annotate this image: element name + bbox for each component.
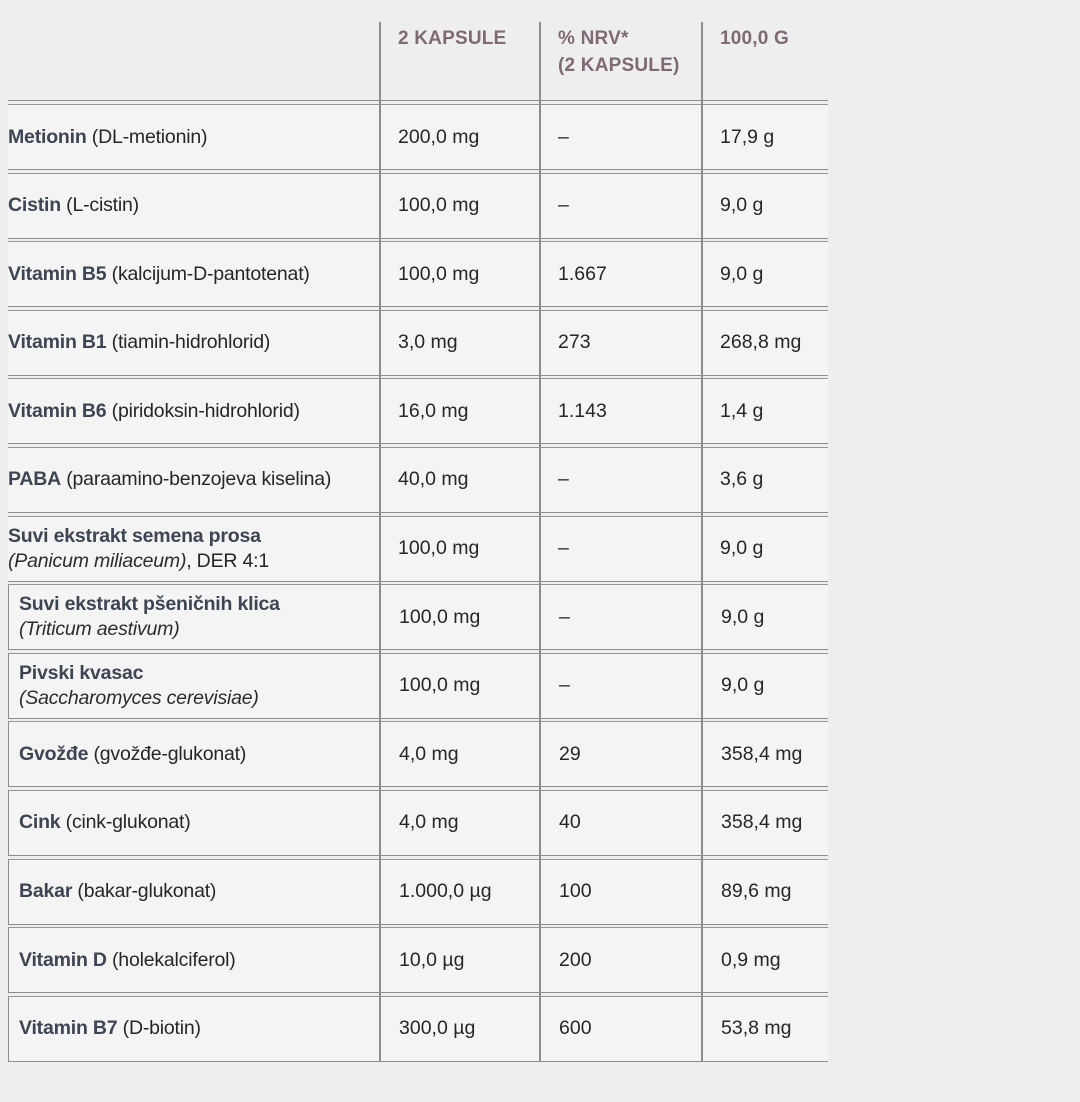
amount-cell: [381, 722, 541, 786]
per-100g-cell: [703, 722, 829, 786]
per-100g-cell: [703, 654, 829, 718]
ingredient-name-bold: Pivski kvasac: [19, 661, 144, 684]
ingredient-cell: [9, 722, 381, 786]
nrv-cell: [540, 242, 702, 306]
ingredient-name: [19, 1016, 375, 1041]
amount-cell: [381, 928, 541, 992]
ingredient-name-bold: Vitamin D: [19, 948, 107, 971]
ingredient-cell: [8, 105, 380, 169]
amount-cell: [380, 517, 540, 581]
nrv-cell: [541, 654, 703, 718]
per-100g-value: 9,0 g: [720, 194, 764, 217]
header-nrv-line2: (2 KAPSULE): [558, 55, 680, 76]
nrv-cell: [541, 860, 703, 924]
ingredient-name-bold: PABA: [8, 468, 62, 491]
nrv-cell: [540, 105, 702, 169]
per-100g-cell: [702, 517, 828, 581]
ingredient-name: [8, 262, 374, 287]
amount-cell: [380, 311, 540, 375]
ingredient-name-detail: (paraamino-benzojeva kiselina): [61, 468, 332, 491]
nrv-value: –: [558, 125, 569, 148]
amount-value: 100,0 mg: [398, 537, 480, 560]
amount-cell: [380, 379, 540, 443]
ingredient-name-bold: Cistin: [8, 194, 61, 217]
amount-cell: [381, 791, 541, 855]
amount-value: 100,0 mg: [399, 674, 481, 697]
ingredient-name-bold: Vitamin B7: [19, 1017, 118, 1040]
amount-value: 100,0 mg: [398, 194, 480, 217]
header-amount-label: 2 KAPSULE: [398, 28, 507, 49]
ingredient-name-detail: (holekalciferol): [106, 948, 236, 971]
per-100g-cell: [702, 311, 828, 375]
ingredient-name-detail: (D-biotin): [117, 1017, 201, 1040]
table-row: [8, 378, 828, 444]
amount-cell: [380, 174, 540, 238]
table-row: [8, 927, 828, 993]
ingredient-cell: [9, 585, 381, 649]
ingredient-name: [19, 592, 375, 617]
ingredient-latin-name: [8, 549, 374, 574]
supplement-facts-table: [8, 22, 828, 1062]
ingredient-cell: [8, 448, 380, 512]
per-100g-cell: [703, 585, 829, 649]
ingredient-name-detail: (piridoksin-hidrohlorid): [106, 399, 300, 422]
ingredient-name-bold: Vitamin B1: [8, 331, 107, 354]
ingredient-cell: [9, 860, 381, 924]
ingredient-cell: [9, 997, 381, 1061]
per-100g-cell: [702, 379, 828, 443]
amount-cell: [381, 997, 541, 1061]
nrv-value: –: [558, 468, 569, 491]
table-row: [8, 104, 828, 170]
ingredient-name: [19, 948, 375, 973]
amount-value: 16,0 mg: [398, 399, 469, 422]
ingredient-name: [19, 742, 375, 767]
nrv-value: 273: [558, 331, 591, 354]
table-row: [8, 790, 828, 856]
ingredient-name: [19, 661, 375, 686]
nrv-value: 600: [559, 1017, 592, 1040]
per-100g-value: 9,0 g: [721, 605, 765, 628]
amount-value: 10,0 µg: [399, 948, 465, 971]
ingredient-cell: [8, 242, 380, 306]
table-row: [8, 996, 828, 1062]
ingredient-cell: [9, 791, 381, 855]
ingredient-name: [8, 467, 374, 492]
header-ingredient-column: [8, 22, 380, 100]
per-100g-value: 53,8 mg: [721, 1017, 792, 1040]
ingredient-name-detail: (DL-metionin): [86, 125, 208, 148]
nrv-value: 29: [559, 742, 581, 765]
nrv-value: 100: [559, 880, 592, 903]
amount-value: 3,0 mg: [398, 331, 458, 354]
ingredient-cell: [8, 517, 380, 581]
nrv-cell: [540, 448, 702, 512]
table-row: [8, 584, 828, 650]
per-100g-value: 268,8 mg: [720, 331, 802, 354]
per-100g-cell: [702, 242, 828, 306]
ingredient-name-bold: Vitamin B5: [8, 262, 107, 285]
amount-cell: [381, 860, 541, 924]
ingredient-latin-suffix: , DER 4:1: [186, 549, 269, 572]
ingredient-latin-italic: (Panicum miliaceum): [8, 549, 187, 572]
nrv-cell: [541, 791, 703, 855]
ingredient-name-detail: (tiamin-hidrohlorid): [106, 331, 271, 354]
per-100g-value: 17,9 g: [720, 125, 775, 148]
ingredient-name-detail: (L-cistin): [60, 194, 139, 217]
ingredient-name-bold: Vitamin B6: [8, 399, 107, 422]
ingredient-name-bold: Cink: [19, 811, 61, 834]
amount-value: 40,0 mg: [398, 468, 469, 491]
nrv-value: –: [558, 537, 569, 560]
ingredient-cell: [8, 174, 380, 238]
amount-value: 300,0 µg: [399, 1017, 476, 1040]
nrv-value: –: [559, 605, 570, 628]
per-100g-value: 358,4 mg: [721, 742, 803, 765]
nrv-value: 200: [559, 948, 592, 971]
ingredient-name: [8, 125, 374, 150]
table-row: [8, 173, 828, 239]
nrv-value: –: [559, 674, 570, 697]
amount-value: 200,0 mg: [398, 125, 480, 148]
amount-value: 100,0 mg: [399, 605, 481, 628]
ingredient-name-detail: (bakar-glukonat): [72, 880, 217, 903]
header-amount-per-2-capsules: [380, 22, 540, 100]
ingredient-latin-name: [19, 686, 375, 711]
per-100g-value: 3,6 g: [720, 468, 764, 491]
ingredient-name-detail: (kalcijum-D-pantotenat): [106, 262, 310, 285]
ingredient-name: [8, 399, 374, 424]
nrv-cell: [540, 311, 702, 375]
table-row: [8, 721, 828, 787]
ingredient-name-bold: Metionin: [8, 125, 87, 148]
table-row: [8, 447, 828, 513]
table-header-row: [8, 22, 828, 101]
amount-cell: [380, 448, 540, 512]
per-100g-value: 358,4 mg: [721, 811, 803, 834]
ingredient-name: [8, 193, 374, 218]
per-100g-value: 9,0 g: [720, 262, 764, 285]
nrv-cell: [541, 928, 703, 992]
nrv-cell: [541, 997, 703, 1061]
nrv-cell: [540, 379, 702, 443]
ingredient-latin-italic: (Triticum aestivum): [19, 618, 180, 641]
per-100g-value: 9,0 g: [721, 674, 765, 697]
amount-value: 4,0 mg: [399, 742, 459, 765]
table-row: [8, 516, 828, 582]
column-divider-3: [701, 22, 703, 1062]
per-100g-cell: [703, 928, 829, 992]
ingredient-cell: [8, 311, 380, 375]
ingredient-name: [8, 330, 374, 355]
table-row: [8, 241, 828, 307]
amount-cell: [380, 242, 540, 306]
table-body: [8, 104, 828, 1062]
nrv-value: 1.667: [558, 262, 607, 285]
amount-value: 4,0 mg: [399, 811, 459, 834]
ingredient-name-bold: Suvi ekstrakt semena prosa: [8, 524, 261, 547]
table-row: [8, 859, 828, 925]
table-row: [8, 310, 828, 376]
header-nrv-percent: [540, 22, 702, 100]
header-per-100g: [702, 22, 828, 100]
nrv-value: 40: [559, 811, 581, 834]
per-100g-value: 89,6 mg: [721, 880, 792, 903]
per-100g-cell: [702, 105, 828, 169]
amount-value: 1.000,0 µg: [399, 880, 492, 903]
header-nrv-line1: % NRV*: [558, 28, 629, 49]
per-100g-cell: [702, 174, 828, 238]
ingredient-name: [19, 879, 375, 904]
per-100g-cell: [702, 448, 828, 512]
ingredient-latin-italic: (Saccharomyces cerevisiae): [19, 686, 259, 709]
per-100g-value: 1,4 g: [720, 399, 764, 422]
ingredient-cell: [8, 379, 380, 443]
ingredient-name: [8, 524, 374, 549]
nrv-cell: [541, 722, 703, 786]
nrv-value: –: [558, 194, 569, 217]
nrv-cell: [540, 174, 702, 238]
ingredient-name: [19, 810, 375, 835]
ingredient-cell: [9, 654, 381, 718]
per-100g-value: 0,9 mg: [721, 948, 781, 971]
ingredient-name-bold: Suvi ekstrakt pšeničnih klica: [19, 593, 280, 616]
per-100g-cell: [703, 997, 829, 1061]
per-100g-cell: [703, 791, 829, 855]
header-per-100g-label: 100,0 G: [720, 28, 790, 49]
ingredient-name-bold: Bakar: [19, 880, 73, 903]
amount-value: 100,0 mg: [398, 262, 480, 285]
nrv-value: 1.143: [558, 399, 607, 422]
ingredient-name-bold: Gvožđe: [19, 742, 89, 765]
ingredient-cell: [9, 928, 381, 992]
amount-cell: [381, 585, 541, 649]
nrv-cell: [541, 585, 703, 649]
ingredient-latin-name: [19, 617, 375, 642]
table-row: [8, 653, 828, 719]
column-divider-2: [539, 22, 541, 1062]
per-100g-value: 9,0 g: [720, 537, 764, 560]
ingredient-name-detail: (gvožđe-glukonat): [88, 742, 247, 765]
ingredient-name-detail: (cink-glukonat): [60, 811, 191, 834]
amount-cell: [380, 105, 540, 169]
per-100g-cell: [703, 860, 829, 924]
column-divider-1: [379, 22, 381, 1062]
nrv-cell: [540, 517, 702, 581]
amount-cell: [381, 654, 541, 718]
